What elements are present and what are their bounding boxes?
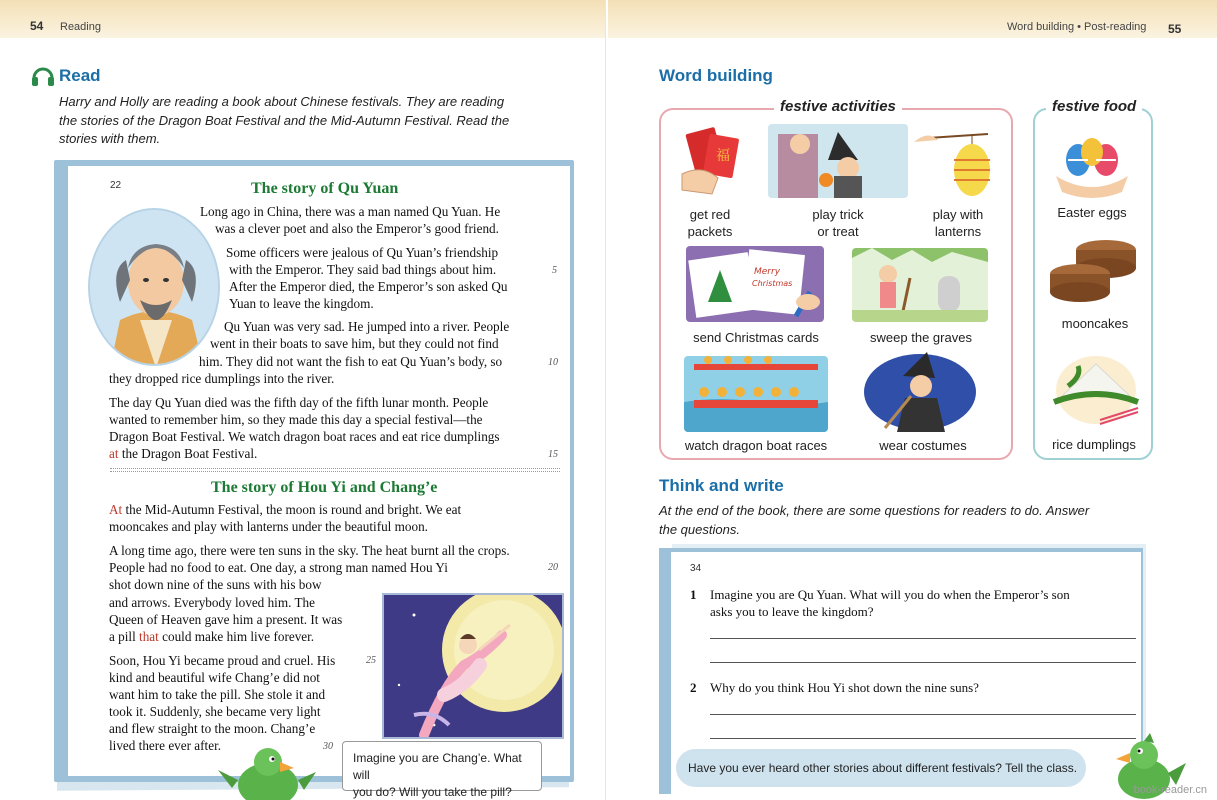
story-divider — [110, 471, 560, 472]
story1-line: Yuan to leave the kingdom. — [229, 296, 374, 311]
story2-line — [109, 502, 461, 519]
line-number: 5 — [552, 265, 557, 276]
instruction-line: stories with them. — [59, 131, 161, 146]
festive-food-title: festive food — [1046, 98, 1142, 115]
story2-line: A long time ago, there were ten suns in the sky. The heat burnt all the crops. — [109, 543, 510, 558]
bubble-line: you do? Will you take the pill? — [353, 785, 512, 799]
question-2 — [690, 679, 979, 696]
highlight-word: At — [109, 502, 123, 517]
page-number: 54 — [30, 19, 44, 33]
activity-label: watch dragon boat races — [684, 438, 828, 453]
story1-line: they dropped rice dumplings into the river. — [109, 371, 335, 386]
christmas-card-picture — [686, 246, 824, 322]
story2-line: mooncakes and play with lanterns under the beautiful moon. — [109, 519, 428, 534]
activity-label: wear costumes — [879, 438, 967, 453]
story1-text: the Dragon Boat Festival. — [121, 446, 258, 461]
story-divider — [110, 468, 560, 469]
story2-line: want him to take the pill. She stole it and — [109, 687, 326, 702]
activity-label-line: get red — [689, 207, 731, 222]
page-header — [0, 0, 605, 38]
think-write-instruction — [659, 502, 1159, 539]
food-label: rice dumplings — [1052, 437, 1136, 452]
line-number: 10 — [548, 357, 558, 368]
section-title-read: Read — [59, 66, 101, 85]
line-number: 15 — [548, 449, 558, 460]
activity-label-line: or treat — [817, 224, 859, 239]
answer-line[interactable] — [710, 714, 1136, 715]
book-page-number: 22 — [110, 180, 122, 191]
story2-text: the Mid-Autumn Festival, the moon is round and bright. We eat — [125, 502, 462, 517]
story1-line: went in their boats to save him, but they could not find — [210, 336, 499, 351]
instruction-line: Harry and Holly are reading a book about Chinese festivals. They are reading — [59, 94, 505, 109]
left-page — [0, 0, 606, 800]
story2-line: People had no food to eat. One day, a strong man named Hou Yi — [109, 560, 448, 575]
story1-line: The day Qu Yuan died was the fifth day of the fifth lunar month. People — [109, 395, 489, 410]
story2-line: and flew straight to the moon. Chang’e — [109, 721, 316, 736]
instruction-line: At the end of the book, there are some questions for readers to do. Answer — [659, 503, 1090, 518]
activity-label-line: play with — [932, 207, 984, 222]
question-number: 2 — [690, 680, 697, 695]
page-number: 55 — [1168, 22, 1182, 36]
watermark: book-reader.cn — [1133, 784, 1207, 796]
story2-line — [109, 629, 314, 646]
food-label: mooncakes — [1061, 316, 1129, 331]
speech-bubble — [342, 741, 542, 799]
lantern-picture — [908, 124, 1010, 198]
story2-line: kind and beautiful wife Chang’e did not — [109, 670, 320, 685]
highlight-word: at — [109, 446, 119, 461]
story1-line: Qu Yuan was very sad. He jumped into a river. People — [224, 319, 510, 334]
page-header-title: Word building • Post-reading — [1007, 21, 1147, 33]
rice-dumplings-picture — [1048, 346, 1144, 430]
story-title-qu-yuan: The story of Qu Yuan — [251, 180, 399, 197]
question-text: asks you to leave the kingdom? — [710, 604, 874, 619]
costume-picture — [855, 352, 985, 432]
mooncakes-picture — [1048, 234, 1142, 308]
question-text: Why do you think Hou Yi shot down the nine suns? — [710, 680, 979, 695]
section-title-think-write: Think and write — [659, 476, 784, 495]
page-header — [608, 0, 1217, 38]
story2-line: and arrows. Everybody loved him. The — [109, 595, 315, 610]
activity-label-line: play trick — [812, 207, 864, 222]
story1-line: was a clever poet and also the Emperor’s good friend. — [215, 221, 499, 236]
activity-label-line: packets — [687, 224, 733, 239]
sweep-graves-picture — [852, 248, 988, 322]
qu-yuan-portrait — [88, 208, 220, 366]
instruction-line: the stories of the Dragon Boat Festival and the Mid-Autumn Festival. Read the — [59, 112, 510, 128]
answer-line[interactable] — [710, 738, 1136, 739]
highlight-word: that — [139, 629, 159, 644]
line-number: 30 — [323, 741, 333, 752]
red-packets-picture — [672, 124, 754, 198]
story-title-hou-yi: The story of Hou Yi and Chang’e — [211, 479, 438, 496]
story2-text: a pill — [109, 629, 136, 644]
activity-label — [798, 206, 878, 240]
story2-text: could make him live forever. — [162, 629, 315, 644]
story1-line: Dragon Boat Festival. We watch dragon boat races and eat rice dumplings — [109, 429, 500, 444]
answer-line[interactable] — [710, 638, 1136, 639]
story2-line: took it. Suddenly, she became very light — [109, 704, 321, 719]
question-1 — [690, 586, 1070, 620]
book-page-number: 34 — [690, 563, 702, 574]
story2-line: shot down nine of the suns with his bow — [109, 577, 322, 592]
activity-label: sweep the graves — [870, 330, 972, 345]
line-number: 25 — [366, 655, 376, 666]
story1-line: Some officers were jealous of Qu Yuan’s friendship — [226, 245, 499, 260]
dragon-boat-picture — [684, 356, 828, 432]
story2-line: lived there ever after. — [109, 738, 222, 753]
page-header-title: Reading — [60, 21, 101, 33]
instruction-line: the questions. — [659, 521, 740, 537]
activity-label — [674, 206, 746, 240]
story1-line: Long ago in China, there was a man named Qu Yuan. He — [200, 204, 501, 219]
bubble-line: Imagine you are Chang’e. What will — [353, 751, 522, 782]
story1-line: him. They did not want the fish to eat Qu Yuan’s body, so — [199, 354, 503, 369]
change-moon-illustration — [382, 593, 564, 739]
activity-label: send Christmas cards — [693, 330, 819, 345]
activity-label — [918, 206, 998, 240]
festive-activities-title: festive activities — [774, 98, 902, 115]
headphones-icon — [30, 64, 56, 88]
story1-line: with the Emperor. They said bad things about him. — [229, 262, 497, 277]
svg-text:福: 福 — [716, 148, 730, 164]
story1-line: wanted to remember him, so they made this day a special festival—the — [109, 412, 483, 427]
story2-line: Queen of Heaven gave him a present. It was — [109, 612, 343, 627]
food-label: Easter eggs — [1057, 205, 1127, 220]
parrot-mascot — [210, 740, 320, 800]
trick-or-treat-picture — [768, 124, 908, 198]
question-text: Imagine you are Qu Yuan. What will you do when the Emperor’s son — [710, 587, 1070, 602]
card-text: Christmas — [752, 279, 793, 288]
answer-line[interactable] — [710, 662, 1136, 663]
story2-line: Soon, Hou Yi became proud and cruel. His — [109, 653, 336, 668]
section-title-word-building: Word building — [659, 66, 773, 85]
question-number: 1 — [690, 587, 697, 602]
card-text: Merry — [754, 267, 781, 277]
story1-line — [109, 446, 257, 463]
read-instruction — [59, 93, 579, 149]
line-number: 20 — [548, 562, 558, 573]
story1-line: After the Emperor died, the Emperor’s son asked Qu — [229, 279, 508, 294]
activity-label-line: lanterns — [934, 224, 982, 239]
easter-eggs-picture — [1048, 126, 1136, 198]
discussion-prompt: Have you ever heard other stories about different festivals? Tell the class. — [676, 749, 1086, 787]
